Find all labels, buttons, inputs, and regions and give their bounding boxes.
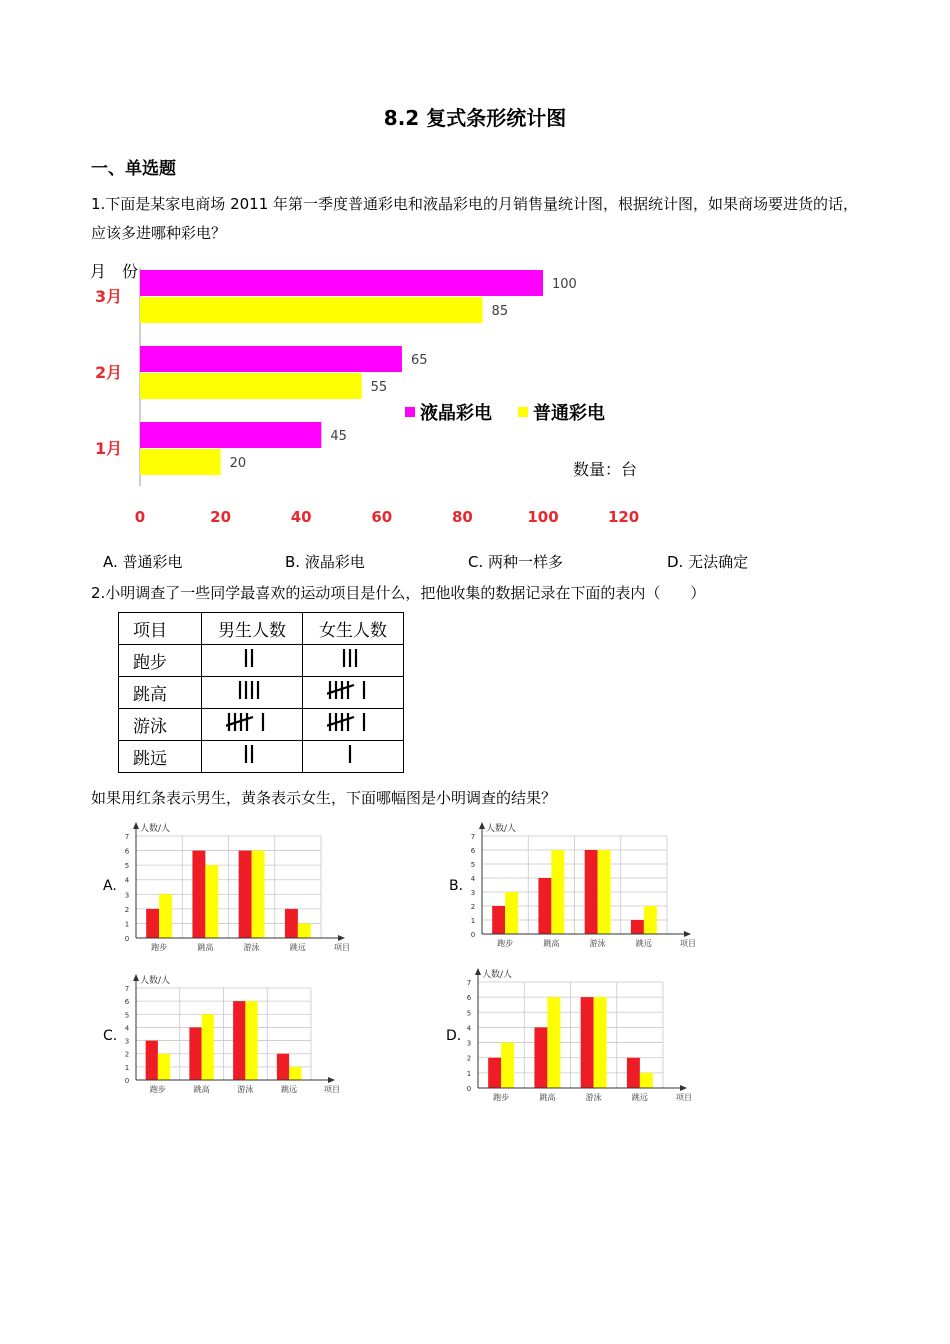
table-row [119,741,404,773]
data-label: 45 [330,429,347,444]
y-tick-label: 3 [470,889,476,897]
y-tick-label: 1 [124,920,130,929]
y-axis-arrow [133,822,139,829]
sales-bar-chart [80,256,680,531]
y-tick-label: 0 [466,1085,472,1093]
y-tick-label: 7 [124,833,130,841]
x-tick-label: 跳高 [193,1085,210,1094]
y-axis-label: 人数/人 [486,824,517,834]
tally-marks [327,711,379,733]
legend-label: 液晶彩电 [420,403,492,424]
x-tick-label: 跳远 [289,943,306,952]
x-tick-label: 跑步 [493,1093,510,1102]
table-row [119,645,404,677]
row-item: 游泳 [119,709,202,741]
x-axis-arrow [328,1077,335,1083]
y-tick-label: 5 [466,1009,472,1018]
table-header-cell: 男生人数 [202,613,303,645]
data-bar [298,923,311,938]
x-axis-arrow [680,1085,687,1091]
tally-marks [243,647,261,669]
y-axis-label: 人数/人 [482,970,513,980]
data-bar [501,1043,514,1088]
y-tick-label: 6 [470,847,476,855]
option-d-label[interactable]: D. [446,1028,462,1044]
y-axis-arrow [479,822,485,829]
question-1-text: 1.下面是某家电商场 2011 年第一季度普通彩电和液晶彩电的月销售量统计图，根据统计图，如果商场要进货的话，应该多进哪种彩电？ [91,195,859,242]
boys-tally [202,677,303,709]
x-axis-label: 项目 [324,1085,340,1094]
table-header-cell: 女生人数 [303,613,404,645]
section-heading: 一、单选题 [91,159,176,179]
table-header-cell: 项目 [119,613,202,645]
y-tick-label: 0 [124,1077,130,1085]
option-b-chart[interactable] [462,820,702,954]
data-bar [252,851,265,938]
data-bar [581,997,594,1088]
y-axis-label: 月 份 [90,262,139,281]
row-item: 跳远 [119,741,202,773]
data-bar [140,346,402,372]
y-axis-arrow [475,968,481,975]
x-tick-label: 跳高 [543,939,560,948]
x-tick-label: 跑步 [149,1085,166,1094]
tally-table [118,612,404,773]
data-bar [205,865,218,938]
option-a-label[interactable]: A. [103,878,117,894]
y-tick-label: 1 [466,1069,472,1078]
x-axis-arrow [684,931,691,937]
data-bar [492,906,505,934]
row-item: 跳高 [119,677,202,709]
data-bar [146,1041,158,1080]
x-tick-label: 跑步 [497,939,514,948]
x-tick-label: 游泳 [237,1085,254,1094]
data-bar [598,850,611,934]
data-bar [488,1058,501,1088]
y-tick-label: 1 [124,1063,130,1072]
data-bar [547,997,560,1088]
data-label: 20 [229,456,247,471]
data-bar [644,906,657,934]
tally-marks [226,711,278,733]
data-label: 85 [491,304,509,319]
y-tick-label: 2 [124,905,130,914]
data-bar [631,920,644,934]
data-bar [159,894,172,938]
y-tick-label: 7 [466,979,472,987]
data-bar [140,373,362,399]
y-tick-label: 6 [124,847,130,856]
x-tick-label: 跳远 [631,1093,648,1102]
data-bar [289,1067,301,1080]
y-tick-label: 2 [466,1054,472,1063]
y-tick-label: 4 [470,875,476,883]
table-header-row [119,613,404,645]
x-tick-label: 60 [371,508,393,526]
data-bar [233,1001,245,1080]
tally-marks [341,647,365,669]
y-tick-label: 6 [124,998,130,1007]
x-tick-label: 120 [607,508,640,526]
x-tick-label: 40 [290,508,312,526]
x-axis-label: 项目 [680,939,696,948]
data-bar [202,1014,214,1080]
y-tick-label: 5 [470,861,476,869]
table-row [119,709,404,741]
data-label: 100 [552,277,577,292]
y-tick-label: 7 [124,985,130,993]
table-row [119,677,404,709]
tally-marks [237,679,267,701]
x-tick-label: 游泳 [585,1093,602,1102]
y-tick-label: 7 [470,833,476,841]
legend-label: 普通彩电 [533,403,605,424]
y-tick-label: 5 [124,862,130,871]
category-label: 3月 [95,287,123,306]
data-bar [140,449,221,475]
y-tick-label: 3 [466,1039,472,1048]
data-label: 65 [410,353,428,368]
option-d[interactable]: D. 无法确定 [667,553,749,571]
data-label: 55 [370,380,388,395]
x-axis-label: 项目 [676,1093,692,1102]
data-bar [158,1054,170,1080]
legend-swatch [518,407,528,417]
data-bar [627,1058,640,1088]
x-axis-unit: 数量：台 [573,460,638,479]
y-tick-label: 1 [470,917,476,925]
x-tick-label: 跑步 [151,943,168,952]
y-tick-label: 6 [466,994,472,1003]
data-bar [239,851,252,938]
y-axis-label: 人数/人 [140,976,171,986]
boys-tally [202,645,303,677]
question-2-text: 2.小明调查了一些同学最喜欢的运动项目是什么，把他收集的数据记录在下面的表内（ ） [91,584,706,602]
x-tick-label: 游泳 [589,939,606,948]
data-bar [146,909,159,938]
data-bar [245,1001,257,1080]
option-a[interactable]: A. 普通彩电 [103,553,183,571]
data-bar [189,1027,201,1080]
row-item: 跑步 [119,645,202,677]
y-tick-label: 4 [466,1024,472,1033]
question-1-options [91,551,871,575]
data-bar [534,1027,547,1088]
option-c-chart[interactable] [116,972,346,1100]
x-tick-label: 100 [527,508,559,526]
girls-tally [303,645,404,677]
data-bar [140,297,483,323]
data-bar [505,892,518,934]
y-tick-label: 2 [470,903,476,911]
data-bar [538,878,551,934]
y-tick-label: 0 [124,935,130,943]
data-bar [285,909,298,938]
x-tick-label: 0 [134,508,146,526]
girls-tally [303,741,404,773]
data-bar [277,1054,289,1080]
y-tick-label: 2 [124,1050,130,1059]
option-b[interactable]: B. 液晶彩电 [285,553,365,571]
x-tick-label: 跳远 [635,939,652,948]
data-bar [192,851,205,938]
x-axis-arrow [338,935,345,941]
y-axis-label: 人数/人 [140,824,171,834]
tally-marks [327,679,379,701]
y-tick-label: 4 [124,1024,130,1033]
data-bar [640,1073,653,1088]
x-tick-label: 跳高 [539,1093,556,1102]
option-a-chart[interactable] [116,820,356,958]
tally-marks [243,743,261,765]
boys-tally [202,709,303,741]
x-tick-label: 80 [451,508,473,526]
x-tick-label: 跳远 [281,1085,298,1094]
category-label: 2月 [95,363,123,382]
y-tick-label: 3 [124,891,130,900]
girls-tally [303,677,404,709]
x-tick-label: 跳高 [197,943,214,952]
data-bar [140,422,321,448]
page-title: 8.2 复式条形统计图 [383,106,567,130]
x-tick-label: 20 [210,508,232,526]
question-2-prompt: 如果用红条表示男生，黄条表示女生，下面哪幅图是小明调查的结果？ [91,789,557,807]
girls-tally [303,709,404,741]
y-tick-label: 4 [124,876,130,885]
option-c-label[interactable]: C. [103,1028,118,1044]
boys-tally [202,741,303,773]
category-label: 1月 [95,439,123,458]
data-bar [594,997,607,1088]
x-tick-label: 游泳 [243,943,260,952]
option-d-chart[interactable] [458,966,698,1108]
y-tick-label: 3 [124,1037,130,1046]
option-b-label[interactable]: B. [449,878,464,894]
data-bar [551,850,564,934]
option-c[interactable]: C. 两种一样多 [468,553,564,571]
y-tick-label: 5 [124,1011,130,1020]
tally-marks [347,743,359,765]
data-bar [585,850,598,934]
y-axis-arrow [133,974,139,981]
x-axis-label: 项目 [334,943,350,952]
y-tick-label: 0 [470,931,476,939]
legend-swatch [405,407,415,417]
data-bar [140,270,543,296]
